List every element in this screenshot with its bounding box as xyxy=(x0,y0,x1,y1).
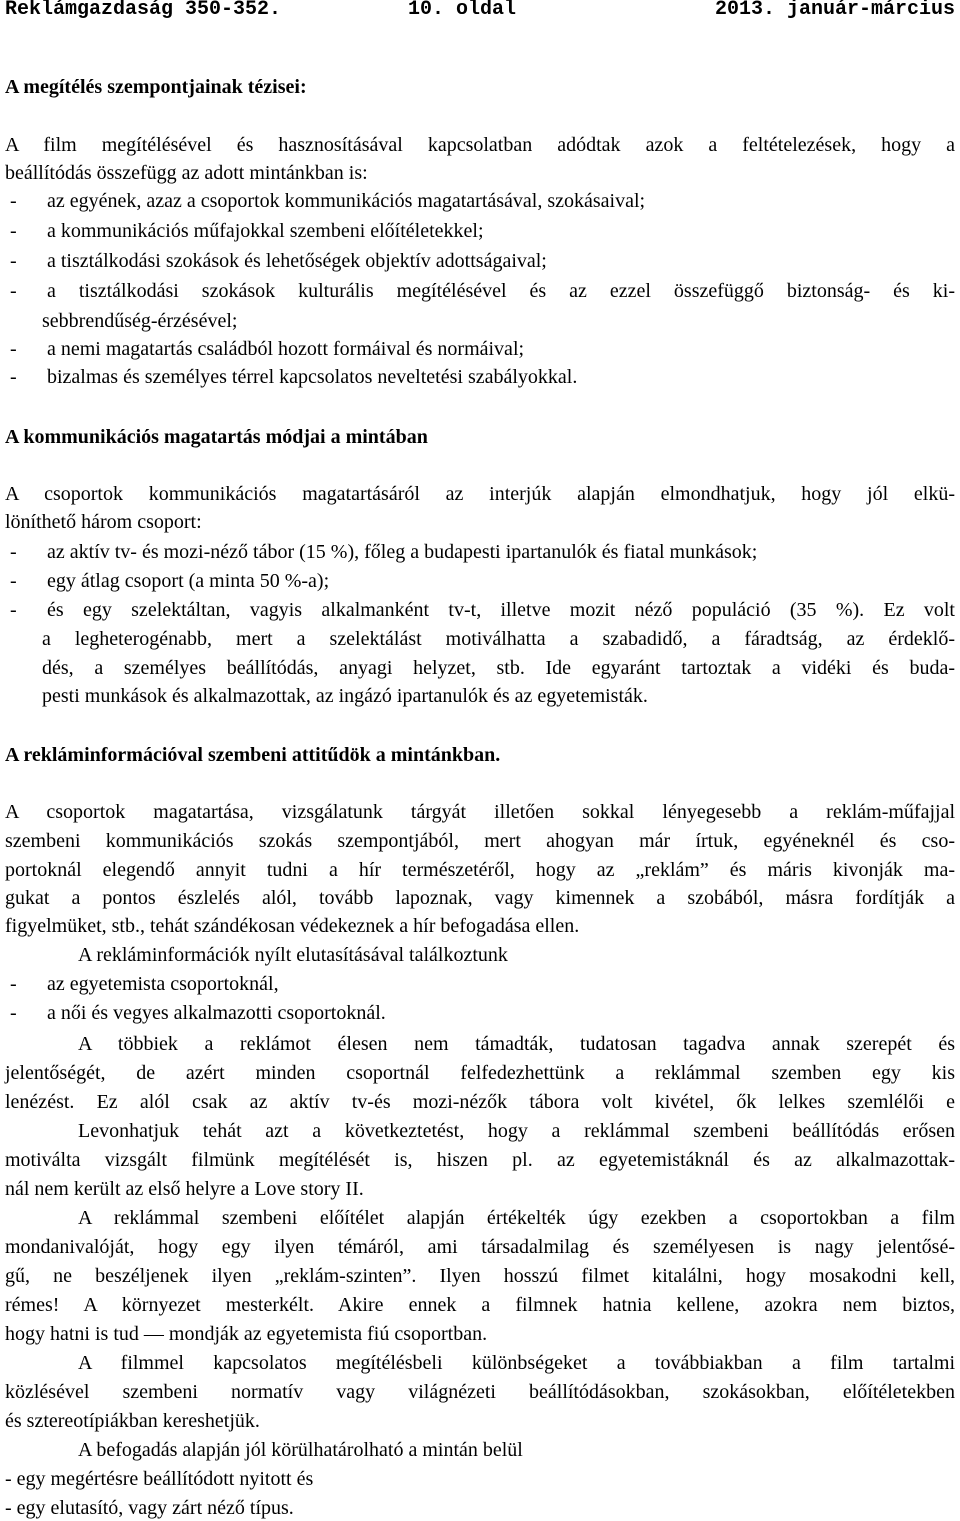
paragraph-line: figyelmüket, stb., tehát szándékosan védekeznek a hír befogadása ellen. xyxy=(5,915,580,937)
closing-line: - egy megértésre beállítódott nyitott és xyxy=(5,1468,314,1490)
list-item-continuation: sebbrendűség-érzésével; xyxy=(42,310,238,332)
paragraph-line: portoknál elegendő annyit tudni a hír természetéről, hogy az „reklám” és máris kivonják ma- xyxy=(5,859,955,881)
paragraph-line: A rekláminformációk nyílt elutasításával találkoztunk xyxy=(78,944,508,966)
paragraph-line: A filmmel kapcsolatos megítélésbeli különbségeket a továbbiakban a film tartalmi xyxy=(78,1352,955,1374)
header-journal: Reklámgazdaság 350-352. xyxy=(5,0,282,21)
paragraph-line: A csoportok kommunikációs magatartásáról az interjúk alapján elmondhatjuk, hogy jól elkü- xyxy=(5,483,955,505)
closing-line: - egy elutasító, vagy zárt néző típus. xyxy=(5,1497,294,1519)
page-header xyxy=(5,0,955,20)
header-date: 2013. január-március xyxy=(714,0,955,21)
paragraph-line: A reklámmal szembeni előítélet alapján értékelték úgy ezekben a csoportokban a film xyxy=(78,1207,955,1229)
list-item-continuation: pesti munkások és alkalmazottak, az ingázó ipartanulók és az egyetemisták. xyxy=(42,685,648,707)
paragraph-line: rémes! A környezet mesterkélt. Akire ennek a filmnek hatnia kellene, azokra nem biztos, xyxy=(5,1294,955,1316)
paragraph-line: lenézést. Ez alól csak az aktív tv-és mozi-nézők tábora volt kivétel, ők lelkes szemlélői e xyxy=(5,1091,955,1113)
paragraph-line: és sztereotípiákban kereshetjük. xyxy=(5,1410,260,1432)
paragraph-line: gű, ne beszéljenek ilyen „reklám-szinten”. Ilyen hosszú filmet kitalálni, hogy mosakodni kell, xyxy=(5,1265,955,1287)
list-item-continuation: a legheterogénabb, mert a szelektálást motiválhatta a szabadidő, a fáradtság, az érdeklő- xyxy=(42,628,955,650)
section-heading: A rekláminformációval szembeni attitűdök a mintánkban. xyxy=(5,744,501,766)
paragraph-line: A csoportok magatartása, vizsgálatunk tárgyát illetően sokkal lényegesebb a reklám-műfajjal xyxy=(5,801,955,823)
paragraph-line: gukat a pontos észlelés alól, tovább lapoznak, vagy kimennek a szobából, másra fordítják a xyxy=(5,887,955,909)
paragraph-line: szembeni kommunikációs szokás szempontjából, mert ahogyan már írtuk, egyéneknél és cso- xyxy=(5,830,955,852)
paragraph-line: A film megítélésével és hasznosításával kapcsolatban adódtak azok a feltételezések, hogy a xyxy=(5,134,955,156)
list-item-continuation: dés, a személyes beállítódás, anyagi helyzet, stb. Ide egyaránt tartoztak a vidéki és buda- xyxy=(42,657,955,679)
paragraph-line: jelentőségét, de azért minden csoportnál felfedezhettünk a reklámmal szemben egy kis xyxy=(5,1062,955,1084)
paragraph-line: A többiek a reklámot élesen nem támadták, tudatosan tagadva annak szerepét és xyxy=(78,1033,955,1055)
paragraph-line: hogy hatni is tud — mondják az egyetemista fiú csoportban. xyxy=(5,1323,488,1345)
paragraph-line: motiválta vizsgált filmünk megítélését is, hiszen pl. az egyetemistáknál és az alkalmazottak- xyxy=(5,1149,955,1171)
paragraph-line: nál nem került az első helyre a Love story II. xyxy=(5,1178,364,1200)
section-heading: A kommunikációs magatartás módjai a mintában xyxy=(5,426,428,448)
header-page-number: 10. oldal xyxy=(408,0,517,21)
paragraph-line: beállítódás összefügg az adott mintánkban is: xyxy=(5,162,368,184)
paragraph-line: Levonhatjuk tehát azt a következtetést, hogy a reklámmal szembeni beállítódás erősen xyxy=(78,1120,955,1142)
document-page: Reklámgazdaság 350-352. 10. oldal 2013. január-március A megítélés szempontjainak tézisei: A film megítélésével és hasznosításával kapcsolatban adódtak azok a feltételezések, hogy a beállítódás összefügg az adott mintánkban is: - az egyének, azaz a csoportok kommunikációs magatartásával, szokásaival; - a kommunikációs műfajokkal szembeni előítéletekkel; - a tisztálkodási szokások és lehetőségek objektív adottságaival; - a tisztálkodási szokások kulturális megítélésével és az ezzel összefüggő biztonság- és ki- sebbrendűség-érzésével; - a nemi magatartás családból hozott formáival és normáival; - bizalmas és személyes térrel kapcsolatos neveltetési szabályokkal. A kommunikációs magatartás módjai a mintában A csoportok kommunikációs magatartásáról az interjúk alapján elmondhatjuk, hogy jól elkü- löníthető három csoport: - az aktív tv- és mozi-néző tábor (15 %), főleg a budapesti ipartanulók és fiatal munkások; - egy átlag csoport (a minta 50 %-a); - és egy szelektáltan, vagyis alkalmanként tv-t, illetve mozit néző populáció (35 %). Ez volt a legheterogénabb, mert a szelektálást motiválhatta a szabadidő, a fáradtság, az érdeklő- dés, a személyes beállítódás, anyagi helyzet, stb. Ide egyaránt tartoztak a vidéki és buda- pesti munkások és alkalmazottak, az ingázó ipartanulók és az egyetemisták. A rekláminformációval szembeni attitűdök a mintánkban. A csoportok magatartása, vizsgálatunk tárgyát illetően sokkal lényegesebb a reklám-műfajjal szembeni kommunikációs szokás szempontjából, mert ahogyan már írtuk, egyéneknél és cso- portoknál elegendő annyit tudni a hír természetéről, hogy az „reklám” és máris kivonják ma- gukat a pontos észlelés alól, tovább lapoznak, vagy kimennek a szobából, másra fordítják a figyelmüket, stb., tehát szándékosan védekeznek a hír befogadása ellen. A rekláminformációk nyílt elutasításával találkoztunk - az egyetemista csoportoknál, - a női és vegyes alkalmazotti csoportoknál. A többiek a reklámot élesen nem támadták, tudatosan tagadva annak szerepét és jelentőségét, de azért minden csoportnál felfedezhettünk a reklámmal szemben egy kis lenézést. Ez alól csak az aktív tv-és mozi-nézők tábora volt kivétel, ők lelkes szemlélői e Levonhatjuk tehát azt a következtetést, hogy a reklámmal szembeni beállítódás erősen motiválta vizsgált filmünk megítélését is, hiszen pl. az egyetemistáknál és az alkalmazottak- nál nem került az első helyre a Love story II. A reklámmal szembeni előítélet alapján értékelték úgy ezekben a csoportokban a film mondanivalóját, hogy egy ilyen témáról, ami társadalmilag és személyesen is nagy jelentősé- gű, ne beszéljenek ilyen „reklám-szinten”. Ilyen hosszú filmet kitalálni, hogy mosakodni kell, rémes! A környezet mesterkélt. Akire ennek a filmnek hatnia kellene, azokra nem biztos, hogy hatni is tud — mondják az egyetemista fiú csoportban. A filmmel kapcsolatos megítélésbeli különbségeket a továbbiakban a film tartalmi közlésével szembeni normatív vagy világnézeti beállítódásokban, szokásokban, előítéletekben és sztereotípiákban kereshetjük. A befogadás alapján jól körülhatárolható a mintán belül - egy megértésre beállítódott nyitott és - egy elutasító, vagy zárt néző típus. xyxy=(5,0,955,1519)
paragraph-line: A befogadás alapján jól körülhatárolható a mintán belül xyxy=(78,1439,523,1461)
section-heading: A megítélés szempontjainak tézisei: xyxy=(5,76,307,98)
paragraph-line: mondanivalóját, hogy egy ilyen témáról, ami társadalmilag és személyesen is nagy jelentősé- xyxy=(5,1236,955,1258)
paragraph-line: közlésével szembeni normatív vagy világnézeti beállítódásokban, szokásokban, előítéletekben xyxy=(5,1381,955,1403)
paragraph-line: löníthető három csoport: xyxy=(5,511,202,533)
